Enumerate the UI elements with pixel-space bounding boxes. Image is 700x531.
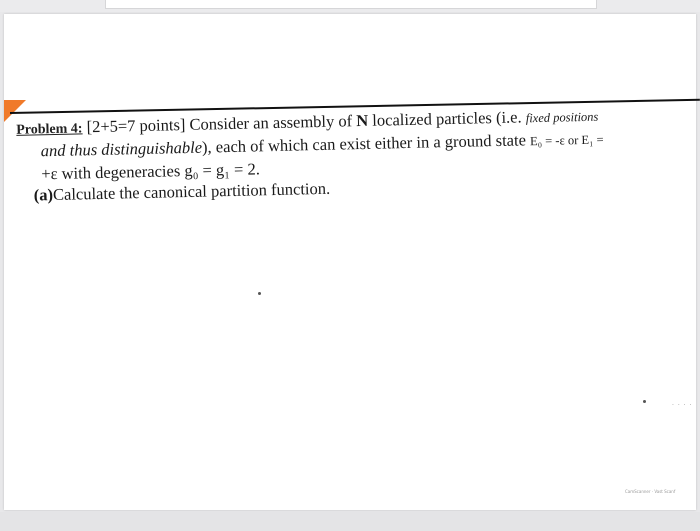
fixed-positions-text: fixed positions [525, 109, 599, 126]
previous-page-edge [105, 0, 597, 9]
problem-text-part-1: [2+5=7 points] Consider an assembly of [82, 111, 357, 137]
problem-statement [10, 102, 700, 206]
speck-mark [258, 292, 261, 295]
particle-count-n: N [356, 110, 369, 131]
ground-state-text: ), each of which can exist either in a ground state [201, 130, 531, 157]
edge-marks: · · · · [672, 402, 693, 409]
part-a-label: (a) [33, 185, 54, 205]
scanner-watermark: CamScanner · Vast Scanf [625, 489, 676, 494]
part-a-text: Calculate the canonical partition function. [52, 178, 331, 205]
background-strip-bottom [0, 512, 700, 531]
energy-levels: E₀ = -ε or E₁ = [529, 132, 604, 149]
distinguishable-text: and thus distinguishable [40, 137, 203, 161]
degeneracies-text: +ε with degeneracies g₀ = g₁ = 2. [41, 159, 261, 184]
problem-label: Problem 4: [16, 121, 83, 138]
problem-text-part-2: localized particles (i.e. [367, 107, 526, 130]
document-page [4, 14, 696, 510]
speck-mark [643, 400, 646, 403]
